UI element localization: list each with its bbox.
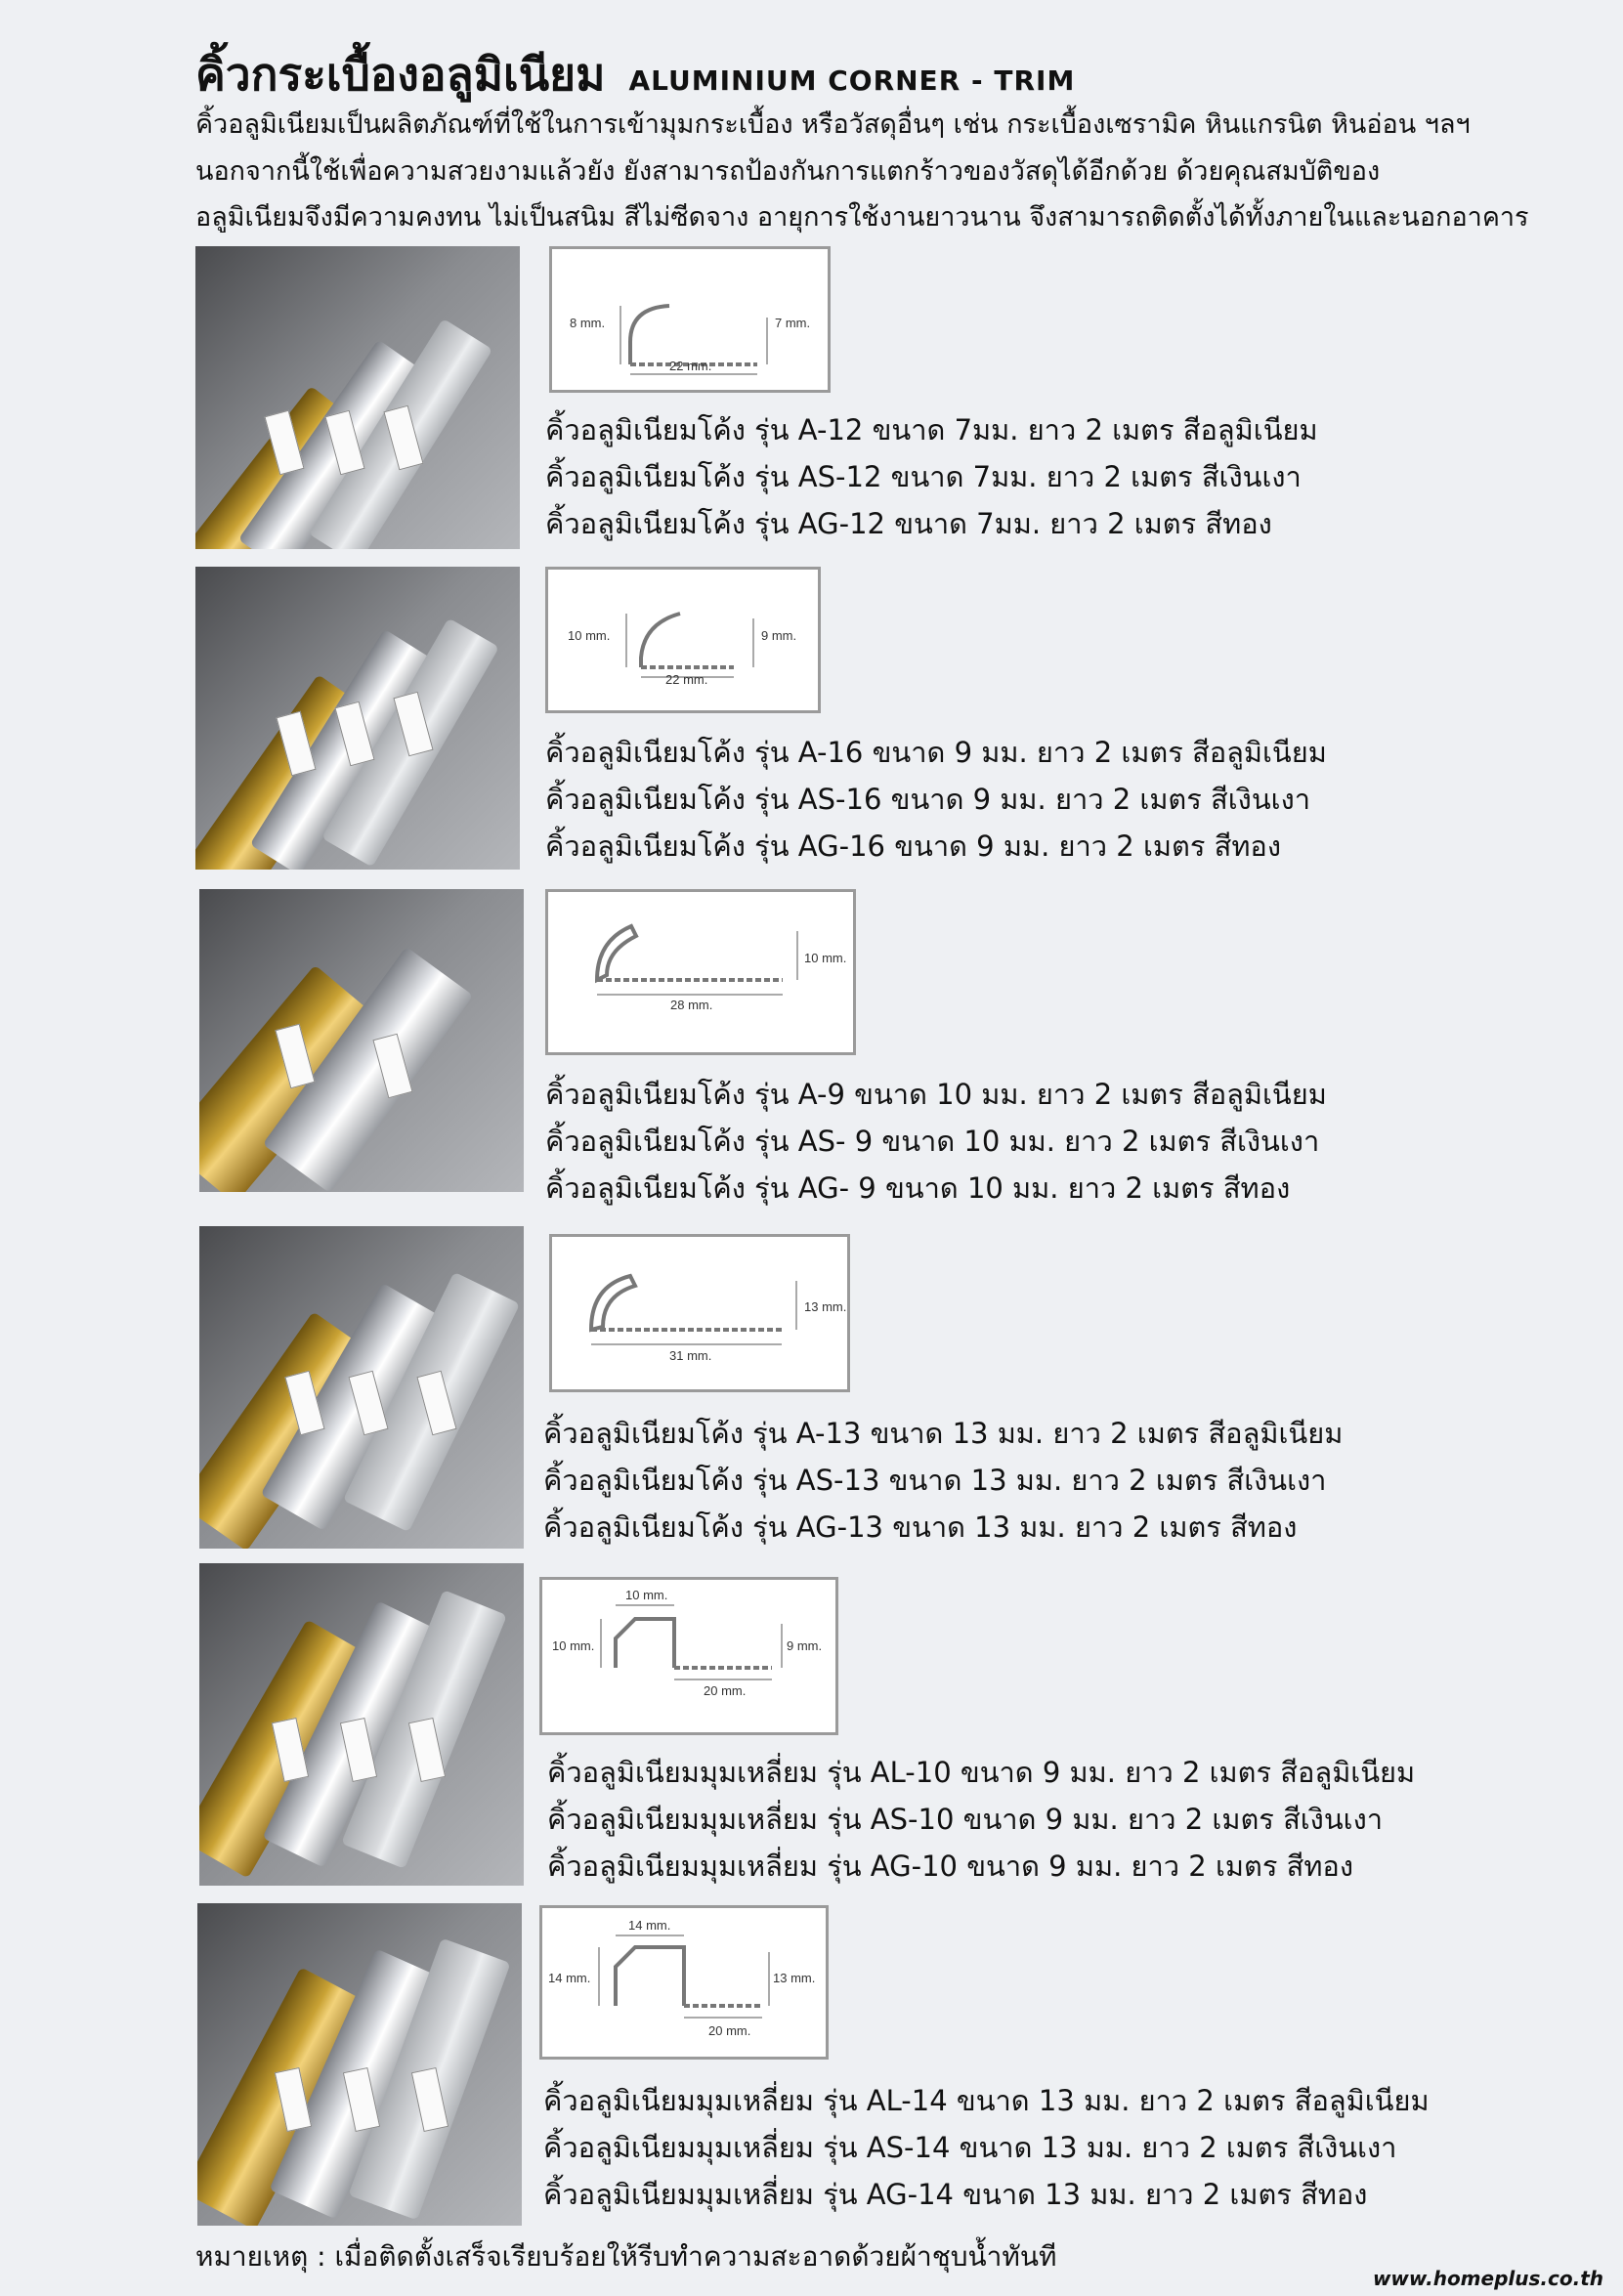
product-photo: [195, 567, 520, 870]
desc-line-2: คิ้วอลูมิเนียมมุมเหลี่ยม รุ่น AS-14 ขนาด 13 มม. ยาว 2 เมตร สีเงินเงา: [543, 2131, 1397, 2164]
dim-height-right: 9 mm.: [787, 1638, 823, 1653]
intro-line-1: คิ้วอลูมิเนียมเป็นผลิตภัณฑ์ที่ใช้ในการเข้ามุมกระเบื้อง หรือวัสดุอื่นๆ เช่น กระเบื้องเซรามิค หินแกรนิต หินอ่อน ฯลฯ: [195, 109, 1471, 140]
desc-line-3: คิ้วอลูมิเนียมโค้ง รุ่น AG- 9 ขนาด 10 มม. ยาว 2 เมตร สีทอง: [545, 1171, 1291, 1205]
dim-height: 13 mm.: [804, 1299, 847, 1314]
dim-top: 14 mm.: [628, 1918, 671, 1933]
dim-width: 28 mm.: [670, 998, 713, 1012]
dim-height-left: 8 mm.: [570, 316, 606, 330]
profile-diagram: [549, 1234, 850, 1392]
desc-line-1: คิ้วอลูมิเนียมโค้ง รุ่น A-12 ขนาด 7มม. ยาว 2 เมตร สีอลูมิเนียม: [545, 413, 1318, 446]
product-photo: [195, 246, 520, 549]
dim-height-right: 13 mm.: [773, 1971, 816, 1985]
dim-height: 10 mm.: [804, 951, 847, 965]
desc-line-1: คิ้วอลูมิเนียมมุมเหลี่ยม รุ่น AL-10 ขนาด 9 มม. ยาว 2 เมตร สีอลูมิเนียม: [547, 1756, 1416, 1789]
product-photo: [199, 889, 524, 1192]
desc-line-1: คิ้วอลูมิเนียมมุมเหลี่ยม รุ่น AL-14 ขนาด 13 มม. ยาว 2 เมตร สีอลูมิเนียม: [543, 2084, 1430, 2117]
desc-line-3: คิ้วอลูมิเนียมมุมเหลี่ยม รุ่น AG-10 ขนาด 9 มม. ยาว 2 เมตร สีทอง: [547, 1850, 1354, 1883]
product-photo: [199, 1226, 524, 1549]
title-thai: คิ้วกระเบื้องอลูมิเนียม: [195, 48, 606, 101]
profile-diagram: [545, 567, 821, 713]
website-url: www.homeplus.co.th: [1372, 2267, 1603, 2290]
title-english: ALUMINIUM CORNER - TRIM: [628, 64, 1076, 97]
dim-height-left: 10 mm.: [568, 628, 611, 643]
desc-line-2: คิ้วอลูมิเนียมโค้ง รุ่น AS-13 ขนาด 13 มม. ยาว 2 เมตร สีเงินเงา: [543, 1464, 1327, 1497]
dim-height-left: 14 mm.: [548, 1971, 591, 1985]
desc-line-1: คิ้วอลูมิเนียมโค้ง รุ่น A-16 ขนาด 9 มม. ยาว 2 เมตร สีอลูมิเนียม: [545, 736, 1327, 769]
profile-diagram: [539, 1577, 838, 1735]
desc-line-2: คิ้วอลูมิเนียมมุมเหลี่ยม รุ่น AS-10 ขนาด 9 มม. ยาว 2 เมตร สีเงินเงา: [547, 1803, 1384, 1836]
desc-line-1: คิ้วอลูมิเนียมโค้ง รุ่น A-9 ขนาด 10 มม. ยาว 2 เมตร สีอลูมิเนียม: [545, 1078, 1327, 1111]
desc-line-2: คิ้วอลูมิเนียมโค้ง รุ่น AS-12 ขนาด 7มม. ยาว 2 เมตร สีเงินเงา: [545, 460, 1302, 493]
dim-width: 31 mm.: [669, 1348, 712, 1363]
profile-diagram: [549, 246, 831, 393]
intro-line-2: นอกจากนี้ใช้เพื่อความสวยงามแล้วยัง ยังสามารถป้องกันการแตกร้าวของวัสดุได้อีกด้วย ด้วยคุณสมบัติของ: [195, 156, 1381, 187]
product-photo: [199, 1563, 524, 1886]
dim-height-right: 9 mm.: [761, 628, 797, 643]
dim-width: 20 mm.: [704, 1683, 747, 1698]
dim-top: 10 mm.: [625, 1588, 668, 1602]
desc-line-3: คิ้วอลูมิเนียมมุมเหลี่ยม รุ่น AG-14 ขนาด 13 มม. ยาว 2 เมตร สีทอง: [543, 2178, 1368, 2211]
desc-line-2: คิ้วอลูมิเนียมโค้ง รุ่น AS-16 ขนาด 9 มม. ยาว 2 เมตร สีเงินเงา: [545, 783, 1311, 816]
dim-width: 22 mm.: [665, 672, 708, 687]
desc-line-3: คิ้วอลูมิเนียมโค้ง รุ่น AG-16 ขนาด 9 มม. ยาว 2 เมตร สีทอง: [545, 829, 1282, 863]
profile-diagram: [539, 1905, 829, 2060]
desc-line-3: คิ้วอลูมิเนียมโค้ง รุ่น AG-13 ขนาด 13 มม. ยาว 2 เมตร สีทอง: [543, 1510, 1298, 1544]
intro-line-3: อลูมิเนียมจึงมีความคงทน ไม่เป็นสนิม สีไม่ซีดจาง อายุการใช้งานยาวนาน จึงสามารถติดตั้งได้ทั้งภายในและนอกอาคาร: [195, 202, 1529, 233]
dim-width: 20 mm.: [708, 2023, 751, 2038]
profile-diagram: [545, 889, 856, 1055]
desc-line-1: คิ้วอลูมิเนียมโค้ง รุ่น A-13 ขนาด 13 มม. ยาว 2 เมตร สีอลูมิเนียม: [543, 1417, 1344, 1450]
footer-note: หมายเหตุ : เมื่อติดตั้งเสร็จเรียบร้อยให้รีบทำความสะอาดด้วยผ้าชุบน้ำทันที: [195, 2240, 1057, 2273]
page-title: [195, 39, 1075, 110]
product-photo: [197, 1903, 522, 2226]
dim-height-left: 10 mm.: [552, 1638, 595, 1653]
desc-line-2: คิ้วอลูมิเนียมโค้ง รุ่น AS- 9 ขนาด 10 มม. ยาว 2 เมตร สีเงินเงา: [545, 1125, 1320, 1158]
dim-height-right: 7 mm.: [775, 316, 811, 330]
desc-line-3: คิ้วอลูมิเนียมโค้ง รุ่น AG-12 ขนาด 7มม. ยาว 2 เมตร สีทอง: [545, 507, 1272, 540]
dim-width: 22 mm.: [669, 359, 712, 373]
